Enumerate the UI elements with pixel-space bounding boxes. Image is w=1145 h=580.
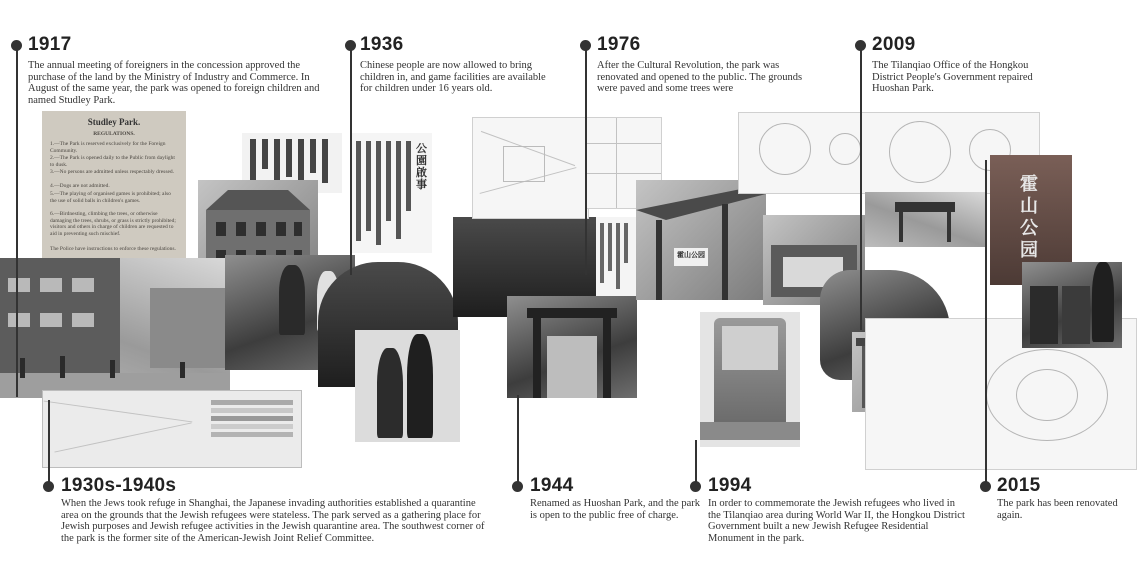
description-2009: The Tilanqiao Office of the Hongkou District People's Government repaired Huoshan Park. [872,60,1033,95]
studley-park-regulations-document [42,111,186,269]
regulations-subtitle: REGULATIONS. [93,131,135,137]
announcement-title: 公園啟事 [416,143,427,191]
year-1994: 1994 [708,475,752,496]
year-1944: 1944 [530,475,574,496]
jewish-refugee-monument-photo [700,312,800,447]
year-1976: 1976 [597,34,641,55]
child-figure [279,265,305,335]
year-1936: 1936 [360,34,404,55]
regulations-line-2: 2.—The Park is opened daily to the Public from daylight to dusk. [50,155,175,168]
timeline-dot-1976 [580,40,591,51]
timeline-line-2009 [860,45,862,330]
quarantine-area-map [42,390,302,468]
description-1944: Renamed as Huoshan Park, and the park is open to the public free of charge. [530,498,700,521]
timeline-line-1976 [585,45,587,275]
timeline-dot-1930s-1940s [43,481,54,492]
person-figure [407,334,433,438]
year-1917: 1917 [28,34,72,55]
description-2015: The park has been renovated again. [997,498,1118,521]
couple-on-bench-photo [355,330,460,442]
document-text-columns [596,217,636,297]
timeline-dot-1936 [345,40,356,51]
regulations-title: Studley Park. [87,117,141,127]
timeline-dot-1944 [512,481,523,492]
timeline-dot-2009 [855,40,866,51]
gate-sign: 霍山公园 [677,251,705,259]
regulations-line-6: 6.—Birdnesting, climbing the trees, or otherwise damaging the trees, shrubs, or grass is strictly prohibited; visitors and others in charge of children are requested to aid in preventing such mischief. [50,211,176,237]
description-1936: Chinese people are now allowed to bring children in, and game facilities are available for children under 16 years old. [360,60,546,95]
regulations-line-5: 5.—The playing of organised games is prohibited; also the use of solid balls in children's games. [50,191,171,204]
gate-structure [507,296,637,398]
description-1976: After the Cultural Revolution, the park was renovated and opened to the public. The grounds were paved and some trees were [597,60,803,95]
timeline-line-1917 [16,45,18,397]
timeline-dot-2015 [980,481,991,492]
regulations-line-1: 1.—The Park is reserved exclusively for the Foreign Community. [50,141,166,154]
description-1917: The annual meeting of foreigners in the concession approved the purchase of the land by the Ministry of Industry and Commerce. In August of the same year, the park was opened to foreign children and named Studley Park. [28,60,320,106]
park-entrance-1976-photo [636,180,766,300]
shanghai-street-photo [0,258,230,398]
year-2009: 2009 [872,34,916,55]
description-1994: In order to commemorate the Jewish refugees who lived in the Tilanqiao area during World War II, the Hongkou District Government built a new Jewish Refugee Residential Monument in the park. [708,498,965,544]
regulations-line-7: The Police have instructions to enforce these regulations. [50,246,176,252]
regulations-line-3: 3.—No persons are admitted unless respectably dressed. [50,169,175,175]
person-figure [377,348,403,438]
wall-sign: 霍山公园 [1020,174,1038,260]
regulations-line-4: 4.—Dogs are not admitted. [50,183,110,189]
timeline-dot-1994 [690,481,701,492]
timeline-line-1930s-1940s [48,400,50,488]
timeline-line-1944 [517,395,519,488]
park-announcement-document [350,133,432,253]
timeline-dot-1917 [11,40,22,51]
street-scene [0,258,230,398]
park-gate-1944-photo [507,296,637,398]
park-plan-sketch [472,117,589,219]
chinese-document-1944 [596,217,636,297]
pavilion-photo [865,192,985,247]
year-1930s-1940s: 1930s-1940s [61,475,177,496]
description-1930s-1940s: When the Jews took refuge in Shanghai, the Japanese invading authorities established a quarantine area on the grounds that the Jewish refugees were stateless. The park served as a gathering place for Jewish purposes and Jewish refugee activities in the Jewish quarantine area. The southwest corner of the park is the former site of the American-Jewish Joint Relief Committee. [61,498,485,544]
recycle-bins-photo [1022,262,1122,348]
pergola-gate [636,180,766,300]
year-2015: 2015 [997,475,1041,496]
timeline-line-1936 [350,45,352,275]
timeline-line-2015 [985,160,987,488]
